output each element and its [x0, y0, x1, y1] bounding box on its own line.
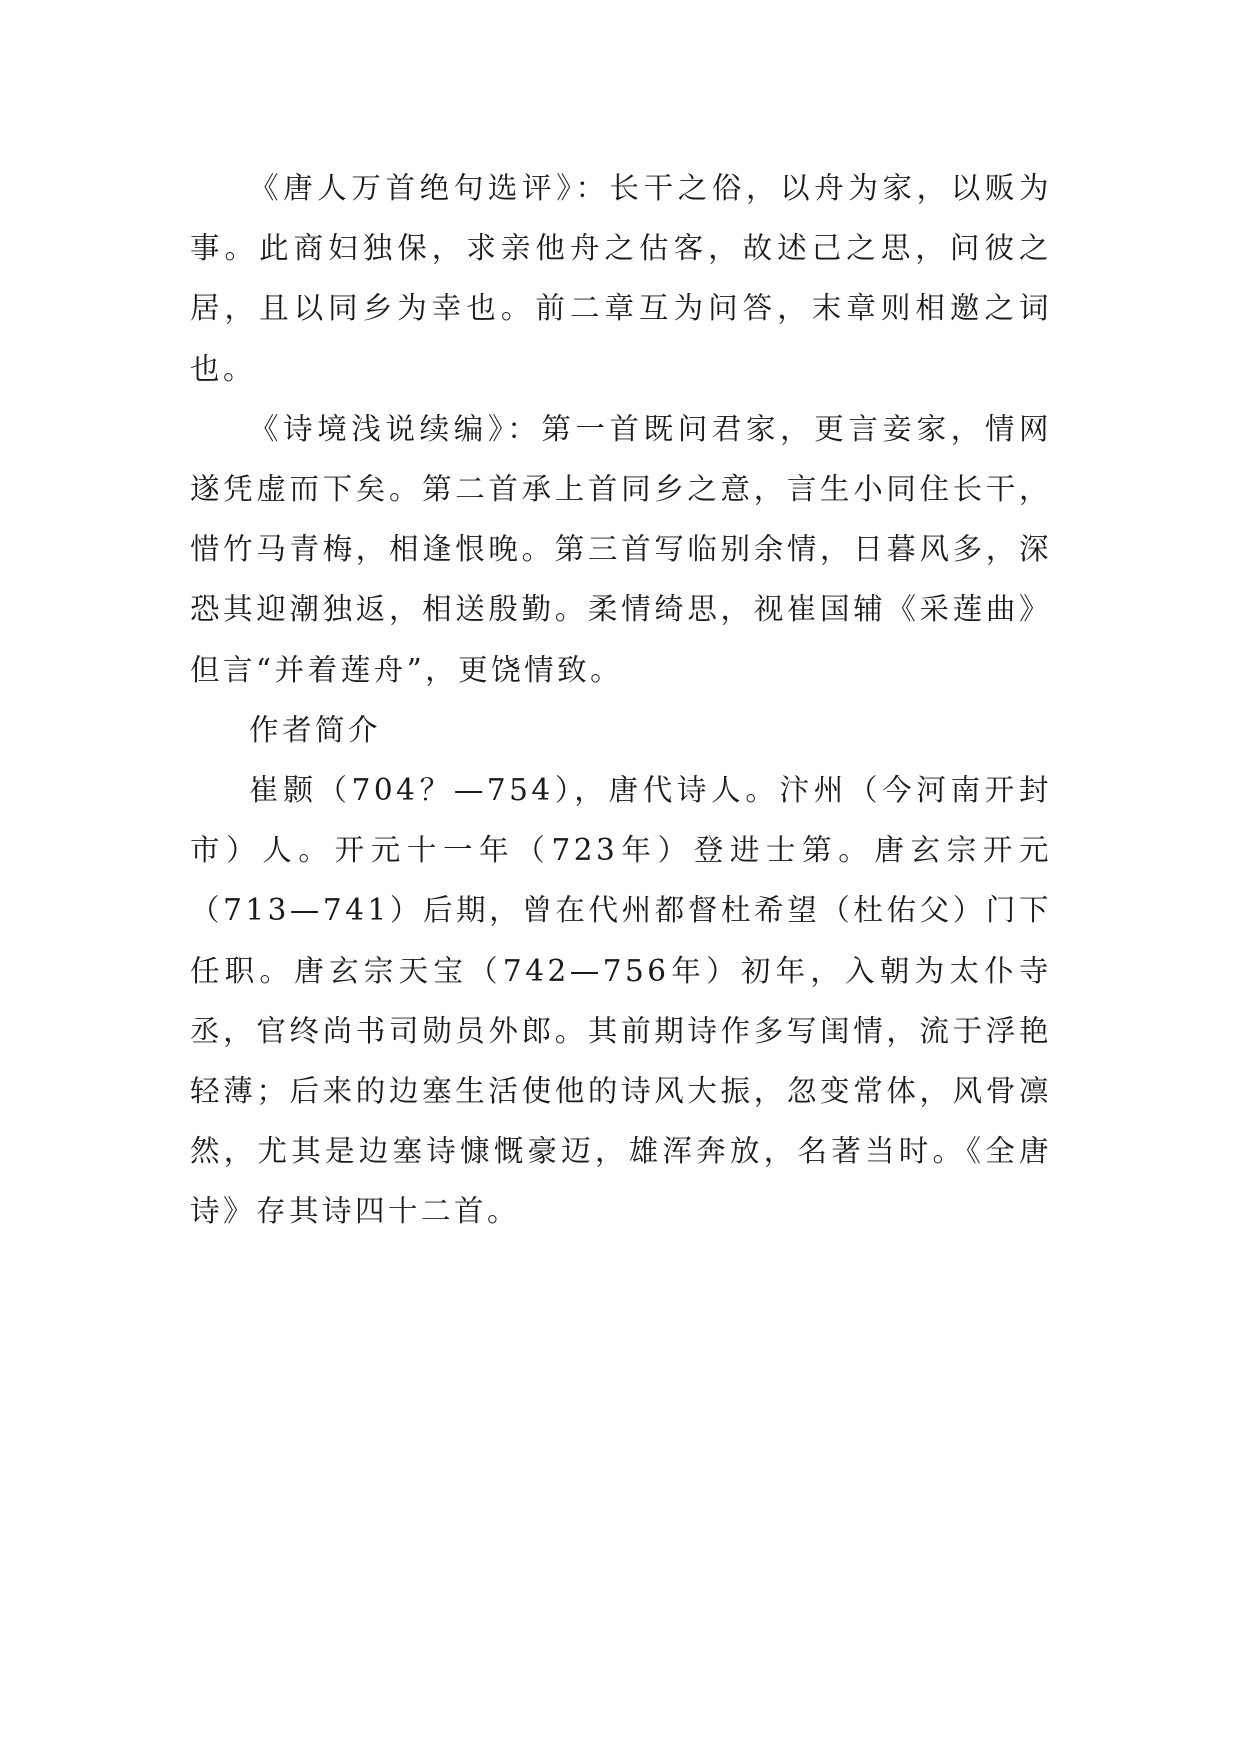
paragraph-author-bio: 崔颢（704？—754），唐代诗人。汴州（今河南开封市）人。开元十一年（723年）登进士第。唐玄宗开元（713—741）后期，曾在代州都督杜希望（杜佑父）门下任职。唐玄宗天宝（742—756年）初年，入朝为太仆寺丞，官终尚书司勋员外郎。其前期诗作多写闺情，流于浮艳轻薄；后来的边塞生活使他的诗风大振，忽变常体，风骨凛然，尤其是边塞诗慷慨豪迈，雄浑奔放，名著当时。《全唐诗》存其诗四十二首。 [190, 773, 1052, 1229]
paragraph-commentary-2: 《诗境浅说续编》：第一首既问君家，更言妾家，情网遂凭虚而下矣。第二首承上首同乡之意，言生小同住长干，惜竹马青梅，相逢恨晚。第三首写临别余情，日暮风多，深恐其迎潮独返，相送殷勤。柔情绮思，视崔国辅《采莲曲》但言“并着莲舟”，更饶情致。 [190, 411, 1052, 687]
section-heading-author: 作者简介 [249, 712, 382, 747]
paragraph-commentary-1: 《唐人万首绝句选评》：长干之俗，以舟为家，以贩为事。此商妇独保，求亲他舟之估客，故述己之思，问彼之居，且以同乡为幸也。前二章互为问答，末章则相邀之词也。 [190, 171, 1052, 386]
body-text [190, 158, 1052, 1242]
